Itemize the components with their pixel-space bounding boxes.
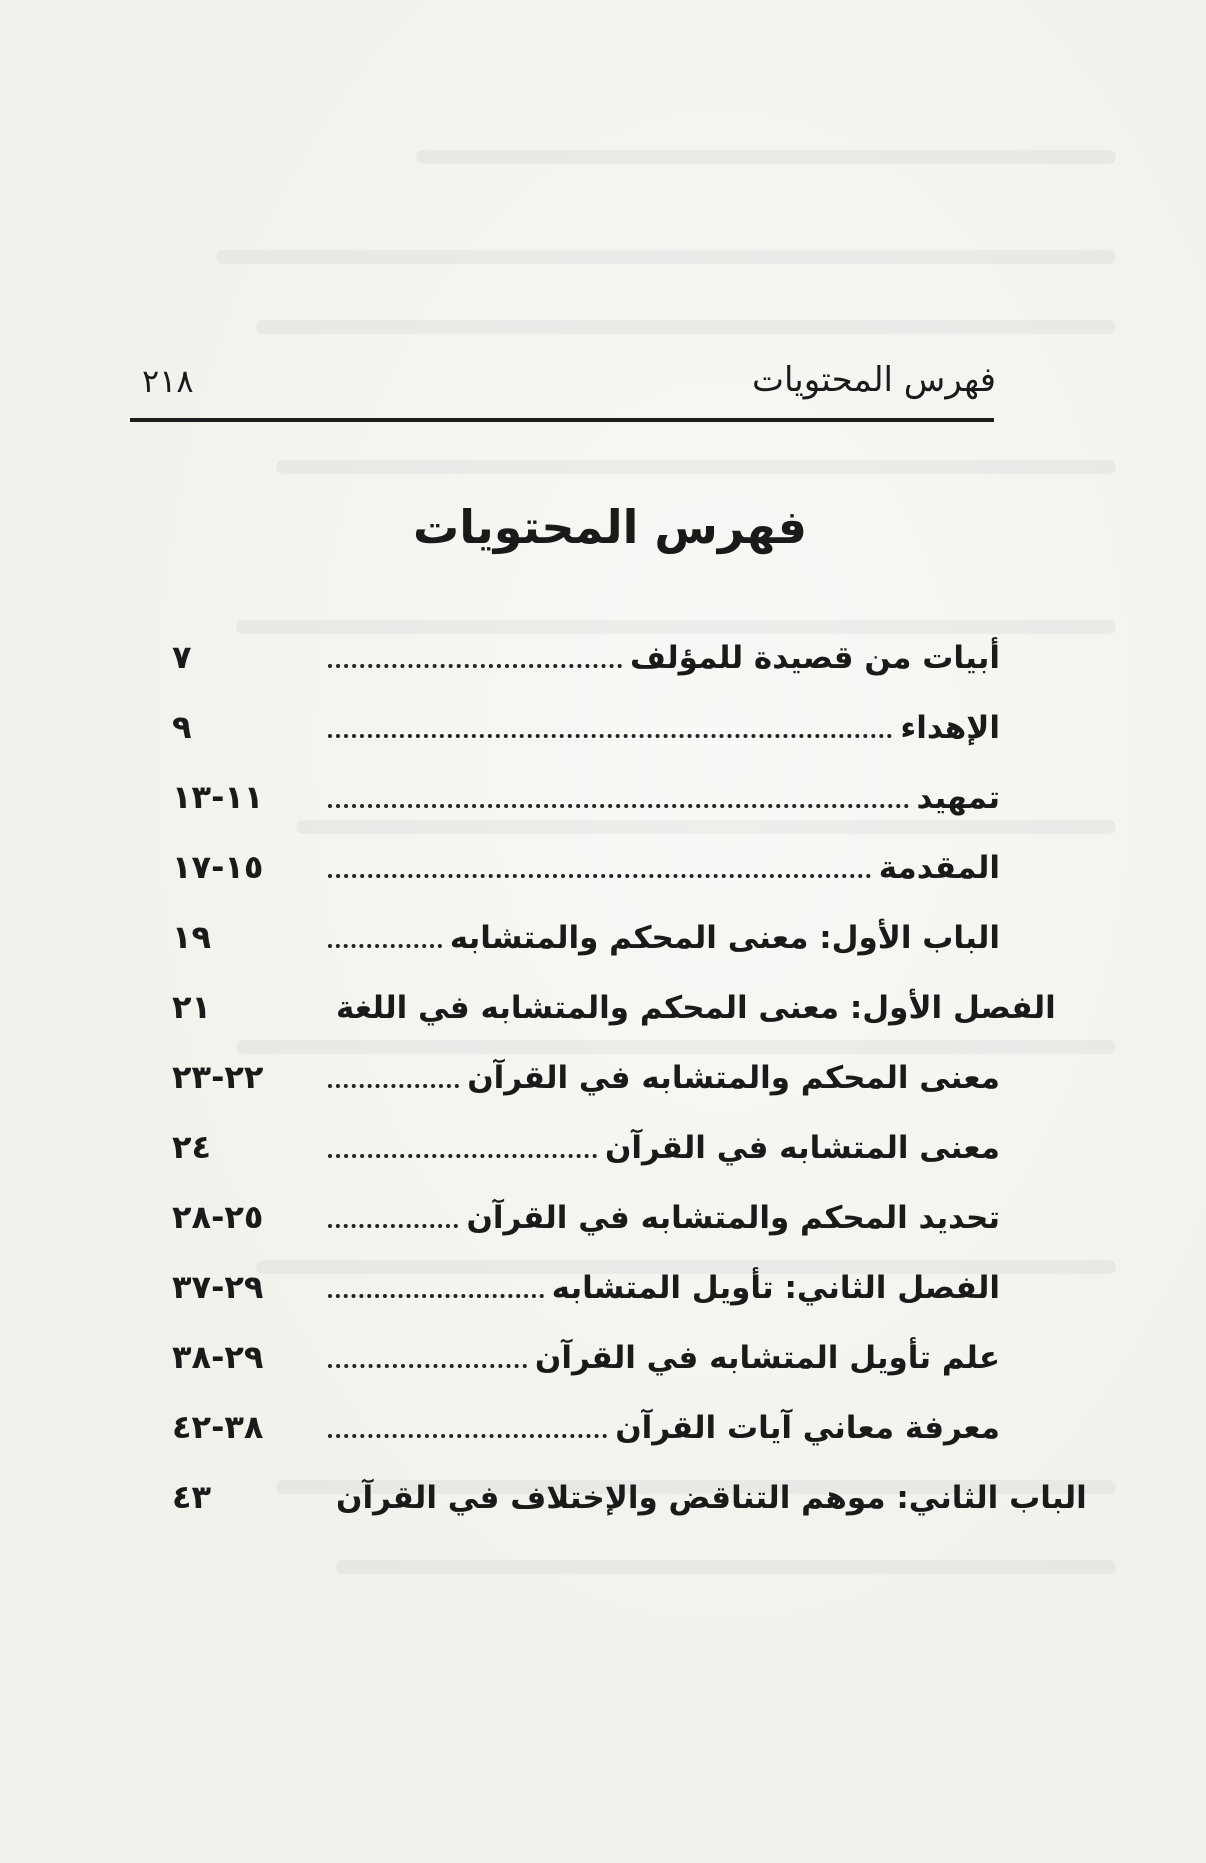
toc-entry: [160, 892, 1000, 962]
toc-entry-pages: ٢٤: [172, 1128, 212, 1166]
dot-leader: [328, 1284, 544, 1298]
dot-leader: [328, 654, 622, 668]
running-header: [130, 352, 996, 412]
running-title: فهرس المحتويات: [751, 360, 996, 400]
toc-entry-title: تمهيد: [916, 780, 1000, 816]
bleed-through-line: [276, 460, 1116, 474]
bleed-through-line: [256, 320, 1116, 334]
toc-entry-pages: ٢١: [172, 988, 212, 1026]
toc-entry-title: معنى المتشابه في القرآن: [604, 1130, 1000, 1166]
toc-entry-pages: ٢٩-٣٨: [172, 1338, 264, 1376]
toc-entry: [160, 1382, 1000, 1452]
toc-entry: [160, 752, 1000, 822]
toc-entry: [160, 962, 1056, 1032]
header-rule: [130, 418, 994, 422]
dot-leader: [328, 1354, 527, 1368]
toc-entry-title: معنى المحكم والمتشابه في القرآن: [467, 1060, 1000, 1096]
toc-entry-pages: ١١-١٣: [172, 778, 264, 816]
toc-entry-pages: ٢٩-٣٧: [172, 1268, 264, 1306]
toc-entry-title: الباب الأول: معنى المحكم والمتشابه: [449, 920, 1000, 956]
toc-entry-title: المقدمة: [878, 850, 1000, 886]
toc-entry-pages: ٢٢-٢٣: [172, 1058, 264, 1096]
toc-entry-title: علم تأويل المتشابه في القرآن: [534, 1340, 1000, 1376]
bleed-through-line: [336, 1560, 1116, 1574]
toc-entry-pages: ٢٥-٢٨: [172, 1198, 264, 1236]
toc-entry: [160, 1102, 1000, 1172]
dot-leader: [328, 1074, 459, 1088]
toc-entry: [160, 1172, 1000, 1242]
toc-entry: [160, 1032, 1000, 1102]
toc-entry-title: أبيات من قصيدة للمؤلف: [630, 640, 1000, 676]
toc-entry: [160, 682, 1000, 752]
toc-entry-title: الفصل الثاني: تأويل المتشابه: [551, 1270, 1000, 1306]
toc-entry-pages: ١٥-١٧: [172, 848, 264, 886]
dot-leader: [328, 864, 871, 878]
bleed-through-line: [216, 250, 1116, 264]
dot-leader: [328, 1214, 458, 1228]
toc-list: [160, 612, 1087, 1522]
toc-entry: [160, 1242, 1000, 1312]
toc-entry-pages: ٣٨-٤٢: [172, 1408, 264, 1446]
toc-entry-pages: ٧: [172, 638, 192, 676]
dot-leader: [328, 724, 892, 738]
dot-leader: [328, 934, 442, 948]
dot-leader: [328, 1144, 597, 1158]
dot-leader: [328, 1424, 607, 1438]
toc-entry: [160, 612, 1000, 682]
toc-entry-title: الإهداء: [900, 710, 1000, 746]
toc-entry-title: معرفة معاني آيات القرآن: [615, 1410, 1000, 1446]
toc-entry-pages: ٩: [172, 708, 192, 746]
toc-entry: [160, 1452, 1087, 1522]
toc-entry-title: الباب الثاني: موهم التناقض والإختلاف في القرآن: [336, 1480, 1087, 1516]
toc-entry-title: تحديد المحكم والمتشابه في القرآن: [466, 1200, 1000, 1236]
bleed-through-line: [416, 150, 1116, 164]
toc-entry: [160, 1312, 1000, 1382]
toc-entry-pages: ٤٣: [172, 1478, 212, 1516]
toc-title: فهرس المحتويات: [412, 500, 807, 554]
page-number: ٢١٨: [142, 362, 194, 400]
toc-entry-title: الفصل الأول: معنى المحكم والمتشابه في اللغة: [336, 990, 1056, 1026]
toc-entry-pages: ١٩: [172, 918, 212, 956]
toc-entry: [160, 822, 1000, 892]
dot-leader: [328, 794, 909, 808]
